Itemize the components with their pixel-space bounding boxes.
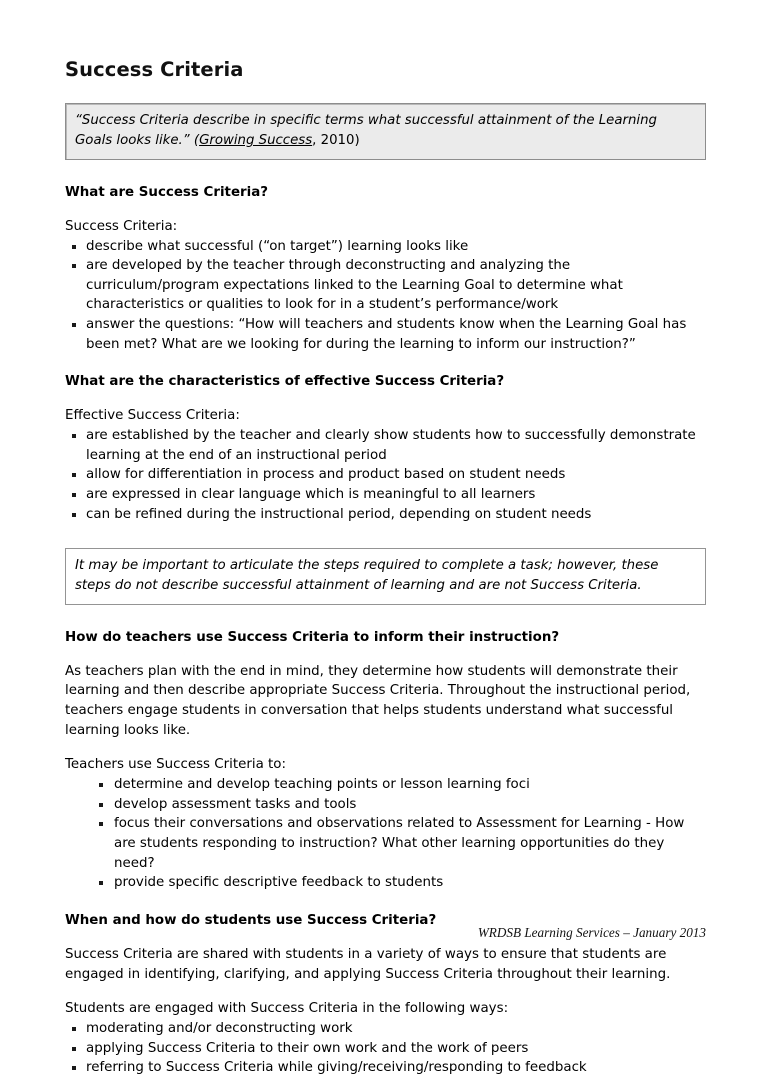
heading-characteristics-of-effective-success-criteria: What are the characteristics of effective Success Criteria? <box>65 374 505 390</box>
list-item: determine and develop teaching points or lesson learning foci <box>65 775 706 795</box>
list-item: applying Success Criteria to their own work and the work of peers <box>65 1039 706 1059</box>
spacer <box>65 984 706 999</box>
spacer <box>65 391 706 406</box>
list-item: referring to Success Criteria while giving/receiving/responding to feedback <box>65 1058 706 1078</box>
heading-when-and-how-do-students-use-success-criteria: When and how do students use Success Criteria? <box>65 912 437 928</box>
heading-what-are-success-criteria: What are Success Criteria? <box>65 184 269 200</box>
list-item: focus their conversations and observations related to Assessment for Learning - How are students responding to instruction? What other learning opportunities do they need? <box>65 814 706 873</box>
spacer <box>65 524 706 548</box>
section-1-bullet-list <box>65 237 706 355</box>
section-2-bullet-list <box>65 426 706 524</box>
section-4-lead: Students are engaged with Success Criteria in the following ways: <box>65 1001 509 1017</box>
list-item: are developed by the teacher through deconstructing and analyzing the curriculum/program expectations linked to the Learning Goal to determine what characteristics or qualities to look for in a student’s performance/work <box>65 256 706 315</box>
heading-how-do-teachers-use-success-criteria: How do teachers use Success Criteria to inform their instruction? <box>65 629 560 645</box>
spacer <box>65 202 706 217</box>
section-4-bullet-list <box>65 1019 706 1078</box>
page-footer: WRDSB Learning Services – January 2013 <box>477 925 706 940</box>
list-item: provide specific descriptive feedback to students <box>65 873 706 893</box>
quote-callout-box <box>65 103 706 159</box>
list-item: allow for differentiation in process and product based on student needs <box>65 465 706 485</box>
page-title: Success Criteria <box>65 58 244 81</box>
spacer <box>65 160 706 184</box>
list-item: are established by the teacher and clearly show students how to successfully demonstrate learning at the end of an instructional period <box>65 426 706 465</box>
section-1-lead: Success Criteria: <box>65 218 178 234</box>
list-item: answer the questions: “How will teachers and students know when the Learning Goal has been met? What are we looking for during the learning to inform our instruction?” <box>65 315 706 354</box>
quote-text: “Success Criteria describe in specific terms what successful attainment of the Learning Goals looks like.” ( <box>75 113 657 149</box>
spacer <box>65 893 706 912</box>
list-item: develop assessment tasks and tools <box>65 795 706 815</box>
list-item: can be refined during the instructional period, depending on student needs <box>65 505 706 525</box>
list-item: are expressed in clear language which is meaningful to all learners <box>65 485 706 505</box>
quote-source-year: , 2010) <box>312 133 360 149</box>
section-3-paragraph: As teachers plan with the end in mind, they determine how students will demonstrate their learning and then describe appropriate Success Criteria. Throughout the instructional period, teachers engage students in conversation that helps students understand what successful learning looks like. <box>65 663 691 738</box>
section-4-paragraph: Success Criteria are shared with students in a variety of ways to ensure that students are engaged in identifying, clarifying, and applying Success Criteria throughout their learning. <box>65 947 671 982</box>
section-3-bullet-list <box>65 775 706 893</box>
list-item: moderating and/or deconstructing work <box>65 1019 706 1039</box>
spacer <box>65 605 706 629</box>
note-callout-box: It may be important to articulate the steps required to complete a task; however, these steps do not describe successful attainment of learning and are not Success Criteria. <box>65 548 706 604</box>
section-3-lead: Teachers use Success Criteria to: <box>65 757 286 773</box>
spacer <box>65 647 706 662</box>
spacer <box>65 354 706 373</box>
section-2-lead: Effective Success Criteria: <box>65 408 240 424</box>
list-item: describe what successful (“on target”) learning looks like <box>65 237 706 257</box>
spacer <box>65 740 706 755</box>
quote-source-title: Growing Success <box>199 133 313 149</box>
